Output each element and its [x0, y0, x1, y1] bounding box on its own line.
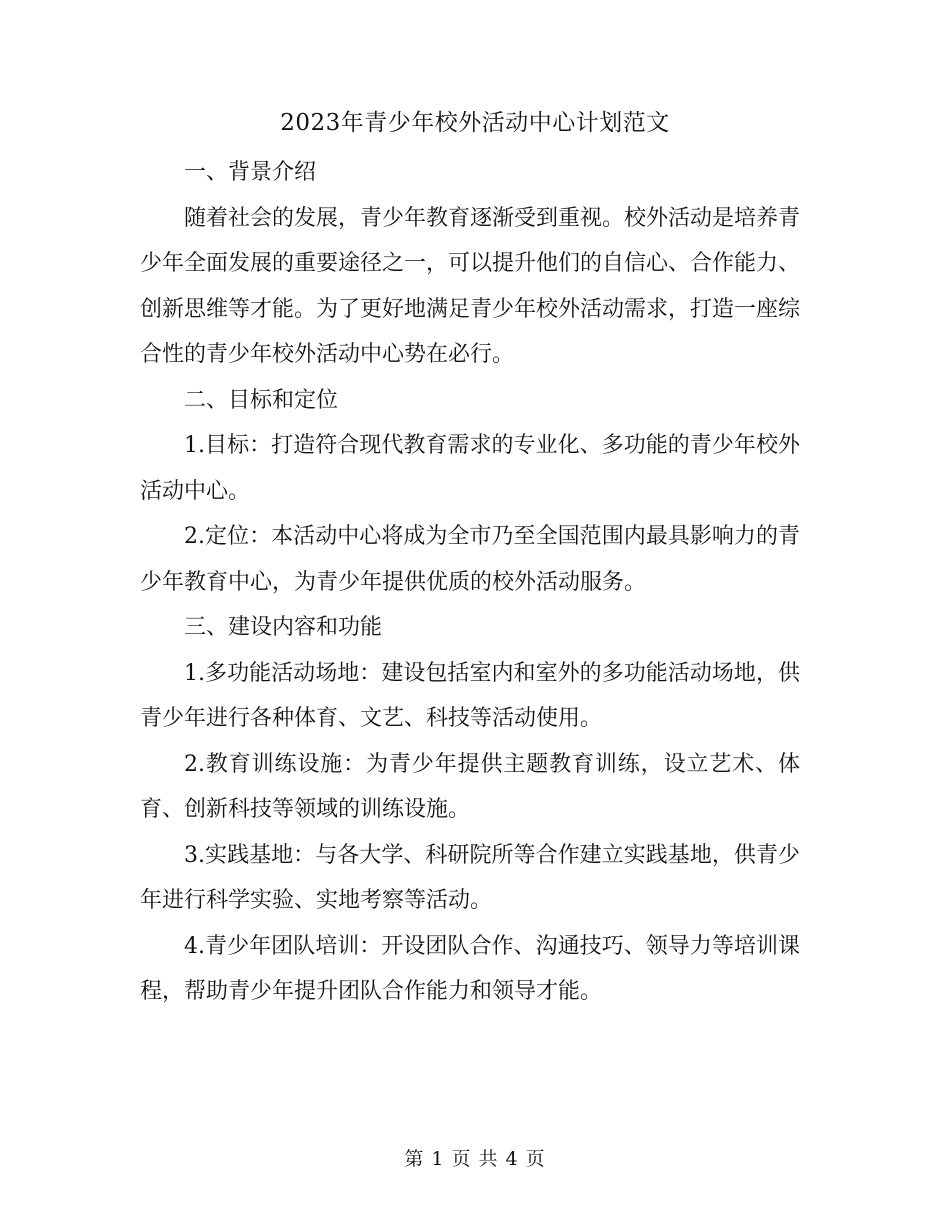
paragraph-background: 随着社会的发展，青少年教育逐渐受到重视。校外活动是培养青少年全面发展的重要途径之一，可以提升他们的自信心、合作能力、创新思维等才能。为了更好地满足青少年校外活动需求，打造一座综合性的青少年校外活动中心势在必行。 [140, 205, 801, 367]
page-footer: 第 1 页 共 4 页 [404, 1148, 546, 1170]
paragraph-venue: 1.多功能活动场地：建设包括室内和室外的多功能活动场地，供青少年进行各种体育、文艺、科技等活动使用。 [140, 660, 800, 731]
paragraph-team-training: 4.青少年团队培训：开设团队合作、沟通技巧、领导力等培训课程，帮助青少年提升团队合作能力和领导才能。 [140, 933, 800, 1004]
section-heading-construction: 三、建设内容和功能 [184, 615, 383, 640]
section-heading-background: 一、背景介绍 [184, 160, 317, 185]
paragraph-goal: 1.目标：打造符合现代教育需求的专业化、多功能的青少年校外活动中心。 [140, 433, 800, 504]
section-heading-goals: 二、目标和定位 [184, 387, 339, 413]
paragraph-positioning: 2.定位：本活动中心将成为全市乃至全国范围内最具影响力的青少年教育中心，为青少年提供优质的校外活动服务。 [140, 524, 800, 595]
paragraph-training-facilities: 2.教育训练设施：为青少年提供主题教育训练，设立艺术、体育、创新科技等领域的训练设施。 [140, 751, 800, 822]
document-title: 2023年青少年校外活动中心计划范文 [280, 110, 670, 136]
document-body [140, 150, 800, 1015]
paragraph-practice-base: 3.实践基地：与各大学、科研院所等合作建立实践基地，供青少年进行科学实验、实地考察等活动。 [140, 842, 800, 913]
